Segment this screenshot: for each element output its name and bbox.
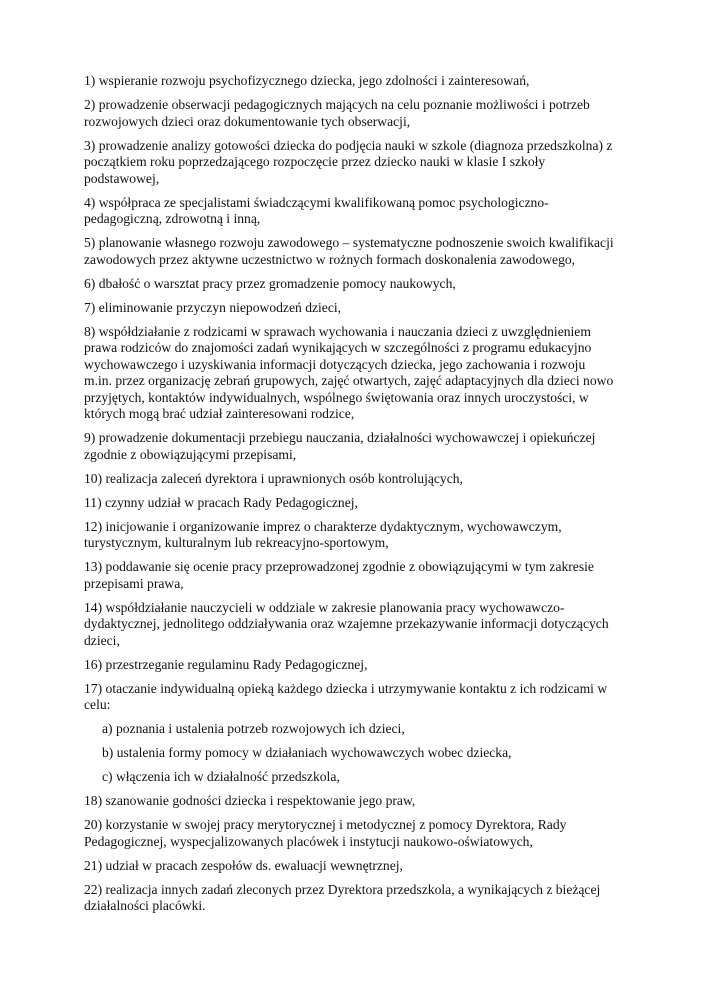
text-line: m.in. przez organizację zebrań grupowych, zajęć otwartych, zajęć adaptacyjnych dla dzieci nowo [84,373,614,388]
list-item [84,276,644,293]
text-line: 18) szanowanie godności dziecka i respektowanie jego praw, [84,793,416,808]
text-line: 12) inicjowanie i organizowanie imprez o charakterze dydaktycznym, wychowawczym, [84,518,562,534]
document-body [84,73,644,922]
list-item [84,681,644,714]
list-item [84,235,644,268]
text-line: c) włączenia ich w działalność przedszkola, [102,769,340,784]
text-line: 11) czynny udział w pracach Rady Pedagogicznej, [84,494,358,510]
text-line: zawodowych przez aktywne uczestnictwo w rożnych formach doskonalenia zawodowego, [84,251,576,267]
text-line: celu: [84,697,111,712]
text-line: turystycznym, kulturalnym lub rekreacyjno-sportowym, [84,535,389,550]
text-line: 13) poddawanie się ocenie pracy przeprowadzonej zgodnie z obowiązującymi w tym zakresie [84,559,594,574]
text-line: 8) współdziałanie z rodzicami w sprawach wychowania i nauczania dzieci z uwzględnieniem [84,323,591,339]
list-item [84,882,644,915]
text-line: podstawowej, [84,170,160,186]
text-line: 3) prowadzenie analizy gotowości dziecka do podjęcia nauki w szkole (diagnoza przedszkolna) z [84,137,613,153]
text-line: przepisami prawa, [84,575,184,591]
list-item [84,138,644,188]
list-item [84,73,644,90]
list-item [84,97,644,130]
list-item [84,195,644,228]
text-line: 7) eliminowanie przyczyn niepowodzeń dzieci, [84,299,342,315]
text-line: prawa rodziców do znajomości zadań wynikających w szczególności z programu edukacyjno [84,340,592,355]
list-item [84,324,644,423]
text-line: działalności placówki. [84,898,206,913]
list-item [84,495,644,512]
list-item [84,430,644,463]
sub-list-item [102,745,644,762]
sub-list-item [102,721,644,738]
text-line: b) ustalenia formy pomocy w działaniach wychowawczych wobec dziecka, [102,745,512,760]
text-line: 17) otaczanie indywidualną opieką każdego dziecka i utrzymywanie kontaktu z ich rodzicami w [84,680,608,696]
text-line: 5) planowanie własnego rozwoju zawodowego – systematyczne podnoszenie swoich kwalifikacji [84,235,614,250]
text-line: 2) prowadzenie obserwacji pedagogicznych mających na celu poznanie możliwości i potrzeb [84,97,590,112]
text-line: pedagogiczną, zdrowotną i inną, [84,211,261,226]
text-line: 16) przestrzeganie regulaminu Rady Pedagogicznej, [84,656,368,672]
text-line: rozwojowych dzieci oraz dokumentowanie tych obserwacji, [84,113,411,129]
text-line: 6) dbałość o warsztat pracy przez gromadzenie pomocy naukowych, [84,275,456,291]
list-item [84,817,644,850]
text-line: zgodnie z obowiązującymi przepisami, [84,446,297,462]
text-line: dydaktycznej, jednolitego oddziaływania oraz wzajemne przekazywanie informacji dotyczących [84,616,609,631]
text-line: 21) udział w pracach zespołów ds. ewaluacji wewnętrznej, [84,857,403,873]
sub-list-item [102,769,644,786]
list-item [84,600,644,650]
text-line: 9) prowadzenie dokumentacji przebiegu nauczania, działalności wychowawczej i opiekuńczej [84,430,596,445]
text-line: 22) realizacja innych zadań zleconych przez Dyrektora przedszkola, a wynikających z bieżącej [84,881,601,897]
text-line: 1) wspieranie rozwoju psychofizycznego dziecka, jego zdolności i zainteresowań, [84,73,530,88]
list-item [84,793,644,810]
list-item [84,471,644,488]
list-item [84,559,644,592]
text-line: 10) realizacja zaleceń dyrektora i uprawnionych osób kontrolujących, [84,470,463,486]
text-line: wychowawczego i uzyskiwania informacji dotyczących dziecka, jego zachowania i rozwoju [84,356,586,372]
text-line: dzieci, [84,632,120,648]
text-line: 14) współdziałanie nauczycieli w oddziale w zakresie planowania pracy wychowawczo- [84,599,565,615]
text-line: 4) współpraca ze specjalistami świadczącymi kwalifikowaną pomoc psychologiczno- [84,194,549,210]
list-item [84,858,644,875]
list-item [84,519,644,552]
text-line: a) poznania i ustalenia potrzeb rozwojowych ich dzieci, [102,721,405,736]
list-item [84,300,644,317]
text-line: początkiem roku poprzedzającego rozpoczęcie przez dziecko nauki w klasie I szkoły [84,154,546,169]
text-line: 20) korzystanie w swojej pracy merytorycznej i metodycznej z pomocy Dyrektora, Rady [84,817,567,832]
text-line: przyjętych, kontaktów indywidualnych, wspólnego świętowania oraz innych uroczystości, w [84,389,589,405]
text-line: Pedagogicznej, wyspecjalizowanych placówek i instytucji naukowo-oświatowych, [84,833,533,849]
text-line: których mogą brać udział zainteresowani rodzice, [84,406,355,421]
list-item [84,657,644,674]
